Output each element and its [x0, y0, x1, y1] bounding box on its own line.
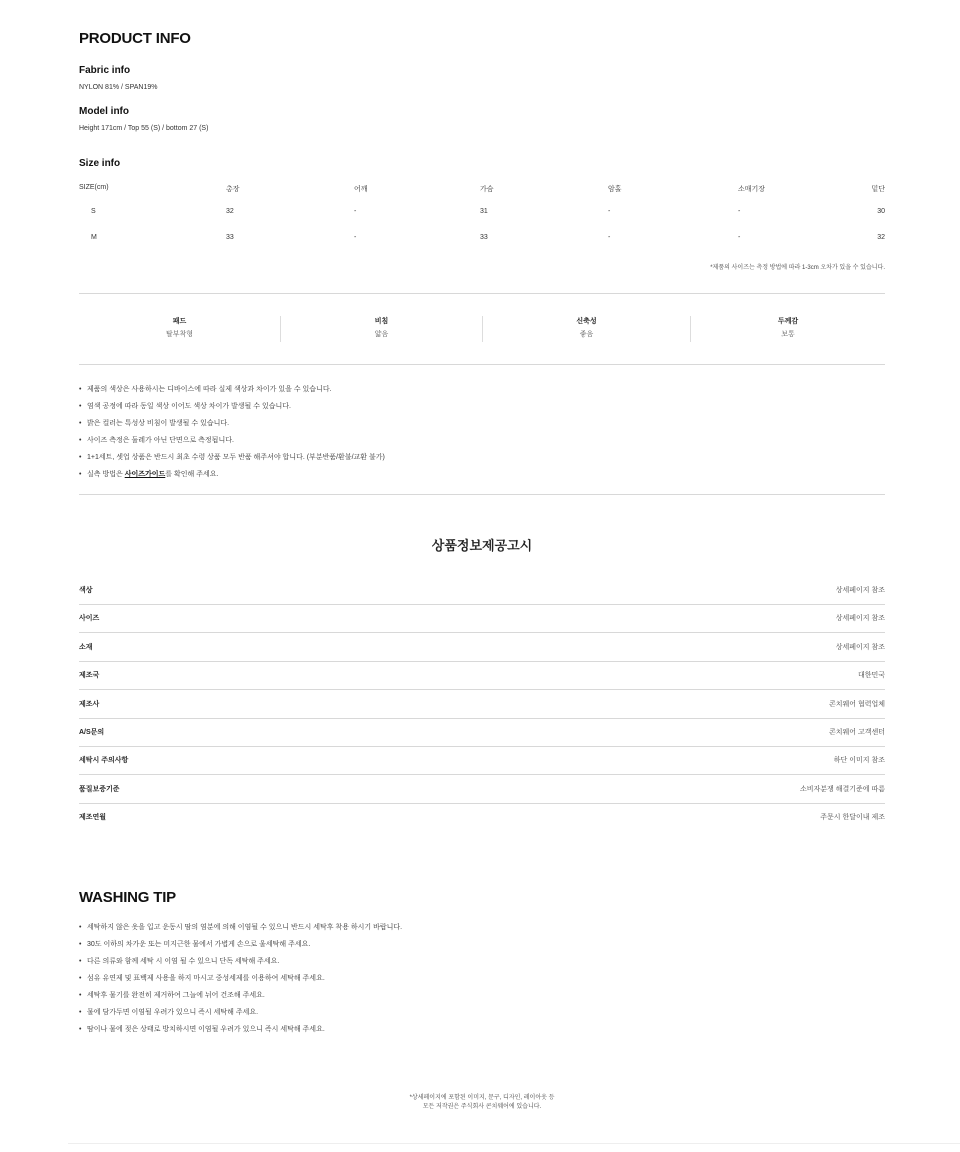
notice-value: 대한민국 [857, 672, 885, 679]
copyright-line-1: *상세페이지에 포함된 이미지, 문구, 디자인, 레이아웃 등 [409, 1095, 555, 1101]
notice-value: 상세페이지 참조 [835, 644, 885, 651]
notice-key: 색상 [79, 587, 93, 594]
size-cell: M [91, 234, 97, 241]
property-sheerness [281, 316, 482, 342]
size-cell: - [354, 208, 357, 215]
property-label: 비침 [374, 318, 389, 325]
notice-row [79, 634, 885, 662]
notice-value: 콘치웨어 고객센터 [828, 729, 885, 736]
property-pad [79, 316, 280, 342]
property-thickness [691, 316, 885, 342]
size-header-armhole: 암홀 [608, 186, 622, 193]
list-item: • 염색 공정에 따라 동일 색상 이어도 색상 차이가 발생될 수 있습니다. [79, 402, 385, 419]
notice-key: 제조연월 [79, 814, 107, 821]
divider [79, 293, 885, 294]
notice-value: 상세페이지 참조 [835, 587, 885, 594]
size-header-length: 총장 [226, 186, 240, 193]
size-cell: 31 [480, 208, 488, 215]
fabric-info-value: NYLON 81% / SPAN19% [79, 84, 158, 91]
size-header-sleeve: 소매기장 [738, 186, 766, 193]
notice-row [79, 804, 885, 832]
size-cell: 30 [877, 208, 885, 215]
notice-row [79, 776, 885, 804]
size-cell: S [91, 208, 96, 215]
size-header-hem: 밑단 [871, 186, 885, 193]
size-cell: - [608, 234, 611, 241]
washing-tip-title: WASHING TIP [79, 889, 176, 906]
copyright-line-2: 모든 저작권은 주식회사 콘치웨어에 있습니다. [422, 1104, 542, 1110]
washing-tips-list [79, 923, 402, 1042]
property-value: 보통 [781, 331, 795, 338]
size-measurement-note: *제품의 사이즈는 측정 방법에 따라 1-3cm 오차가 있을 수 있습니다. [710, 265, 885, 271]
notice-value: 콘치웨어 협력업체 [828, 701, 885, 708]
list-item: • 다른 의류와 함께 세탁 시 이염 될 수 있으니 단독 세탁해 주세요. [79, 957, 402, 974]
size-cell: 33 [226, 234, 234, 241]
list-item: • 물에 담가두면 이염될 우려가 있으니 즉시 세탁해 주세요. [79, 1008, 402, 1025]
notice-value: 하단 이미지 참조 [833, 757, 885, 764]
list-item: • 섬유 유연제 및 표백제 사용을 하지 마시고 중성세제를 이용하여 세탁해 주세요. [79, 974, 402, 991]
model-info-value: Height 171cm / Top 55 (S) / bottom 27 (S) [79, 125, 209, 132]
property-value: 얇음 [374, 331, 389, 338]
notice-row [79, 747, 885, 775]
notice-row [79, 605, 885, 633]
table-row [79, 234, 885, 246]
notice-key: 제조사 [79, 701, 100, 708]
notice-value: 주문시 한달이내 제조 [820, 814, 885, 821]
fabric-info-heading: Fabric info [79, 65, 131, 76]
list-item: • 세탁후 물기를 완전히 제거하여 그늘에 뉘어 건조해 주세요. [79, 991, 402, 1008]
size-header-chest: 가슴 [480, 186, 494, 193]
divider [79, 364, 885, 365]
size-header-shoulder: 어깨 [354, 186, 368, 193]
notice-row [79, 577, 885, 605]
size-guide-link[interactable]: 사이즈가이드 [124, 471, 166, 478]
table-row [79, 208, 885, 220]
property-stretch [483, 316, 690, 342]
product-notes-list [79, 385, 385, 487]
property-value: 탈부착형 [165, 331, 194, 338]
product-info-title: PRODUCT INFO [79, 30, 191, 47]
product-properties [79, 316, 885, 342]
model-info-heading: Model info [79, 106, 129, 117]
list-item: • 1+1세트, 셋업 상품은 반드시 최초 수령 상품 모두 반품 해주셔야 합니다. (부분반품/환불/교환 불가) [79, 453, 385, 470]
divider [79, 494, 885, 495]
notice-title: 상품정보제공고시 [431, 538, 533, 553]
notice-row [79, 662, 885, 690]
notice-key: 제조국 [79, 672, 100, 679]
size-info-heading: Size info [79, 158, 121, 169]
size-cell: - [354, 234, 357, 241]
list-item: • 사이즈 측정은 둘레가 아닌 단면으로 측정됩니다. [79, 436, 385, 453]
notice-key: 소재 [79, 644, 93, 651]
list-item: • 제품의 색상은 사용하시는 디바이스에 따라 실제 색상과 차이가 있을 수 있습니다. [79, 385, 385, 402]
property-label: 신축성 [576, 318, 597, 325]
notice-key: 세탁시 주의사항 [79, 757, 129, 764]
list-item: • 세탁하지 않은 옷을 입고 운동시 땀의 염분에 의해 이염될 수 있으니 반드시 세탁후 착용 하시기 바랍니다. [79, 923, 402, 940]
divider [68, 1143, 960, 1144]
list-item [79, 470, 385, 487]
notice-row [79, 691, 885, 719]
size-cell: - [738, 234, 741, 241]
notice-key: 품질보증기준 [79, 786, 120, 793]
size-table-header [79, 184, 885, 196]
size-cell: 32 [877, 234, 885, 241]
size-cell: 32 [226, 208, 234, 215]
size-guide-suffix: 를 확인해 주세요. [165, 471, 219, 478]
size-header-size: SIZE(cm) [79, 184, 109, 191]
copyright-note [79, 1094, 885, 1112]
list-item: • 밝은 컬러는 특성상 비침이 발생될 수 있습니다. [79, 419, 385, 436]
notice-key: A/S문의 [79, 729, 105, 736]
size-guide-prefix: 실측 방법은 [87, 471, 125, 478]
list-item: • 30도 이하의 차가운 또는 미지근한 물에서 가볍게 손으로 울세탁해 주세요. [79, 940, 402, 957]
property-value: 좋음 [579, 331, 594, 338]
property-label: 두께감 [777, 318, 799, 325]
notice-value: 소비자분쟁 해결기준에 따름 [799, 786, 885, 793]
size-cell: - [608, 208, 611, 215]
size-cell: - [738, 208, 741, 215]
notice-value: 상세페이지 참조 [835, 615, 885, 622]
notice-row [79, 719, 885, 747]
notice-key: 사이즈 [79, 615, 100, 622]
list-item: • 땀이나 물에 젖은 상태로 방치하시면 이염될 우려가 있으니 즉시 세탁해 주세요. [79, 1025, 402, 1042]
size-cell: 33 [480, 234, 488, 241]
property-label: 패드 [172, 318, 187, 325]
